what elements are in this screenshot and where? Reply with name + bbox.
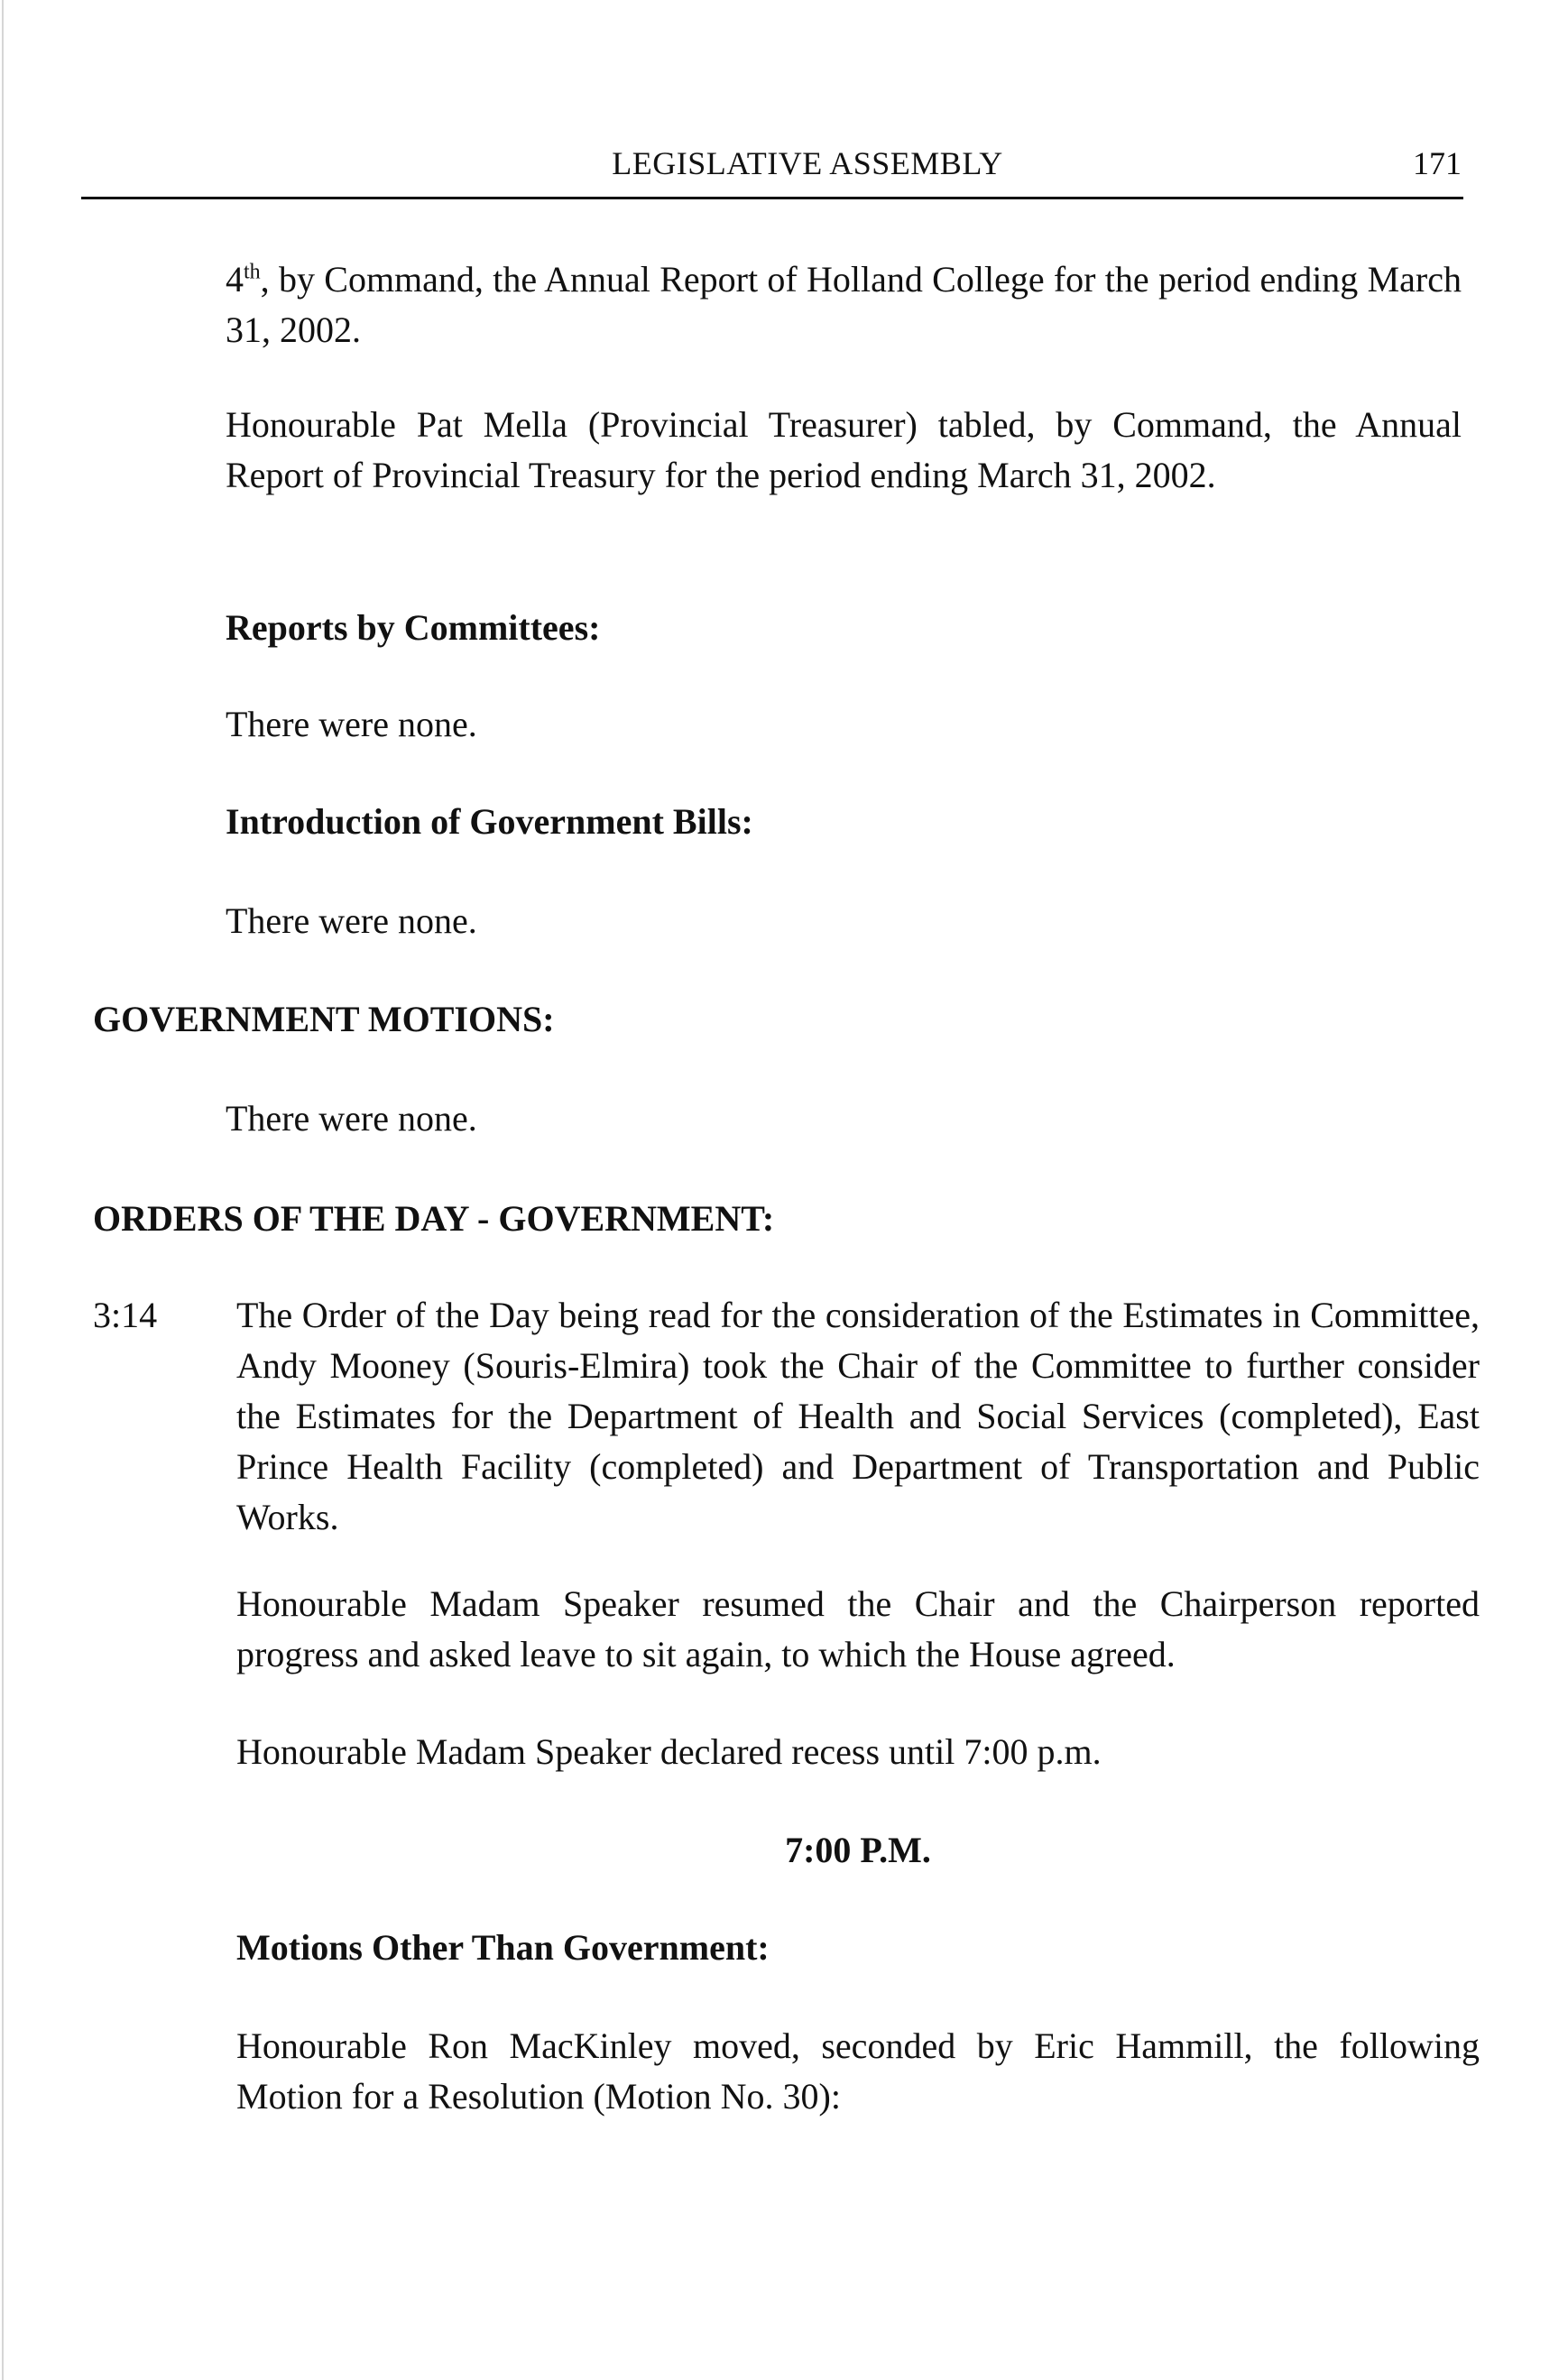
heading-government-motions: GOVERNMENT MOTIONS: [93,999,555,1039]
header-rule [81,197,1463,199]
heading-reports-by-committees: Reports by Committees: [226,607,601,648]
paragraph-order-of-the-day: The Order of the Day being read for the consideration of the Estimates in Committee, Andy Mooney (Souris-Elmira) took the Chair of the Committee to further consider the Estimates for the Department of Health and Social Services (completed), East Prince Health Facility (completed) and Department of Transportation and Public Works. [236,1295,1480,1537]
paragraph-none-motions: There were none. [226,1098,477,1139]
ordinal-suffix: th [244,260,261,284]
heading-orders-of-the-day: ORDERS OF THE DAY - GOVERNMENT: [93,1198,775,1239]
paragraph-speaker-resumed: Honourable Madam Speaker resumed the Chair and the Chairperson reported progress and asked leave to sit again, to which the House agreed. [236,1583,1480,1674]
paragraph-none-reports: There were none. [226,704,477,744]
ordinal-number: 4 [226,259,244,300]
paragraph-none-bills: There were none. [226,900,477,941]
paragraph-motion-moved: Honourable Ron MacKinley moved, seconded by Eric Hammill, the following Motion for a Resolution (Motion No. 30): [236,2025,1480,2117]
heading-700-pm: 7:00 P.M. [785,1830,931,1870]
header-title: LEGISLATIVE ASSEMBLY [612,145,1003,181]
paragraph-holland-college [226,254,1462,355]
heading-motions-other-than-government: Motions Other Than Government: [236,1927,770,1968]
heading-introduction-government-bills: Introduction of Government Bills: [226,801,753,842]
page-number: 171 [1413,145,1462,181]
paragraph-provincial-treasury: Honourable Pat Mella (Provincial Treasurer) tabled, by Command, the Annual Report of Provincial Treasury for the period ending March 31, 2002. [226,404,1462,495]
time-marker-314: 3:14 [93,1295,158,1335]
paragraph-recess: Honourable Madam Speaker declared recess until 7:00 p.m. [236,1731,1102,1772]
paragraph-holland-college-text: , by Command, the Annual Report of Holland College for the period ending March 31, 2002. [226,259,1462,350]
scan-margin-line [2,0,4,2380]
page-header [153,144,1462,198]
